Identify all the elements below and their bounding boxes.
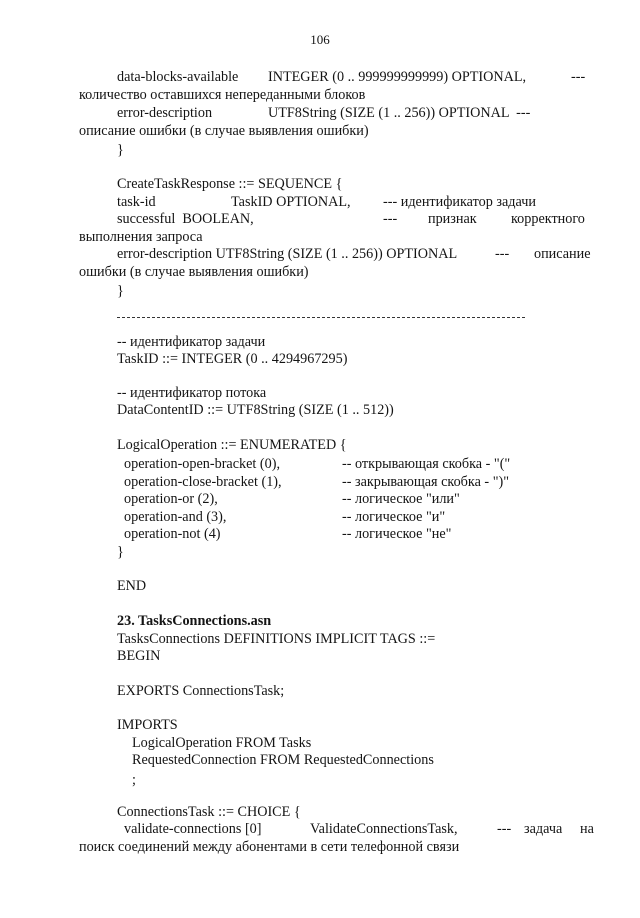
code-line: LogicalOperation ::= ENUMERATED { [117,437,347,453]
code-line: error-description UTF8String (SIZE (1 .. 256)) OPTIONAL [117,246,458,262]
comment-line: количество оставшихся непереданными блоков [79,87,366,103]
code-line: operation-or (2), [124,491,218,507]
code-line: operation-and (3), [124,509,227,525]
comment-line: описание [534,246,591,262]
page-number: 106 [310,32,330,47]
comment-line: ошибки (в случае выявления ошибки) [79,264,309,280]
comment-line: -- открывающая скобка - "(" [342,456,511,472]
comment-line: выполнения запроса [79,229,203,245]
code-line: ; [132,772,136,788]
comment-line: описание ошибки (в случае выявления ошибки) [79,123,369,139]
comment-line: --- идентификатор задачи [383,194,536,210]
comment-line: -- идентификатор задачи [117,334,266,350]
code-line: --- [571,69,586,85]
code-line: operation-close-bracket (1), [124,474,282,490]
comment-line: -- закрывающая скобка - ")" [342,474,510,490]
code-line: operation-not (4) [124,526,221,542]
comment-line: -- логическое "и" [342,509,446,525]
code-line: TaskID ::= INTEGER (0 .. 4294967295) [117,351,348,367]
code-line: ConnectionsTask ::= CHOICE { [117,804,301,820]
comment-line: -- идентификатор потока [117,385,267,401]
code-line: BEGIN [117,648,161,664]
code-line: LogicalOperation FROM Tasks [132,735,312,751]
section-heading: 23. TasksConnections.asn [117,613,272,629]
code-line: ValidateConnectionsTask, [310,821,458,837]
comment-line: поиск соединений между абонентами в сети телефонной связи [79,839,460,855]
code-line: INTEGER (0 .. 999999999999) OPTIONAL, [268,69,527,85]
comment-line: на [580,821,594,837]
code-line: CreateTaskResponse ::= SEQUENCE { [117,176,343,192]
code-line: IMPORTS [117,717,178,733]
comment-line: --- [495,246,510,262]
comment-line: --- [497,821,512,837]
code-line: DataContentID ::= UTF8String (SIZE (1 .. 512)) [117,402,394,418]
code-line: TaskID OPTIONAL, [231,194,351,210]
comment-line: -- логическое "не" [342,526,452,542]
separator-line [117,317,525,318]
code-line: TasksConnections DEFINITIONS IMPLICIT TAGS ::= [117,631,436,647]
comment-line: задача [524,821,563,837]
comment-line: корректного [511,211,585,227]
comment-line: признак [428,211,477,227]
code-line: successful BOOLEAN, [117,211,254,227]
code-line: } [117,283,124,299]
code-line: UTF8String (SIZE (1 .. 256)) OPTIONAL --- [268,105,531,121]
code-line: data-blocks-available [117,69,239,85]
comment-line: --- [383,211,398,227]
code-line: EXPORTS ConnectionsTask; [117,683,285,699]
code-line: validate-connections [0] [124,821,262,837]
code-line: task-id [117,194,156,210]
code-line: END [117,578,147,594]
code-line: error-description [117,105,213,121]
code-line: } [117,142,124,158]
code-line: operation-open-bracket (0), [124,456,280,472]
code-line: RequestedConnection FROM RequestedConnections [132,752,434,768]
code-line: } [117,544,124,560]
comment-line: -- логическое "или" [342,491,460,507]
